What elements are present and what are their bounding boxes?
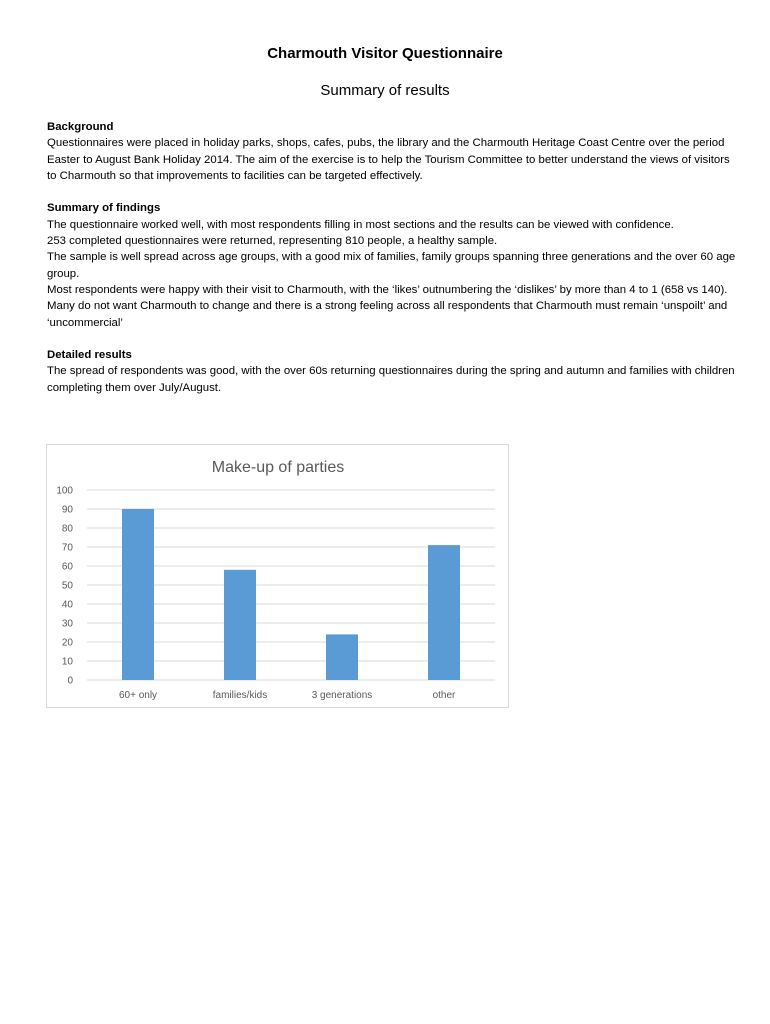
paragraph: The spread of respondents was good, with the over 60s returning questionnaires during the spring and autumn and families with children completing them over July/August. [47, 365, 735, 394]
paragraph: The questionnaire worked well, with most respondents filling in most sections and the results can be viewed with confidence. [47, 218, 674, 231]
paragraph: 253 completed questionnaires were returned, representing 810 people, a healthy sample. [47, 235, 498, 248]
x-tick-label: other [432, 690, 456, 701]
paragraph: Most respondents were happy with their visit to Charmouth, with the ‘likes’ outnumbering the ‘dislikes’ by more than 4 to 1 (658 vs 140). Many do not want Charmouth to change and there is a strong feeling across all respondents that Charmouth must remain ‘unspoilt’ and ‘uncommercial’ [47, 283, 728, 329]
y-tick-label: 30 [61, 618, 73, 630]
chart-container [46, 444, 509, 708]
document-title: Charmouth Visitor Questionnaire [267, 45, 503, 62]
paragraph: The sample is well spread across age groups, with a good mix of families, family groups spanning three generations and the over 60 age group. [47, 251, 736, 280]
x-tick-label: 60+ only [118, 690, 158, 701]
section-heading: Summary of findings [47, 202, 161, 215]
bar [122, 509, 154, 680]
bar [428, 545, 460, 680]
section-heading: Background [47, 121, 114, 133]
x-tick-label: 3 generations [311, 690, 373, 701]
section-background [47, 119, 737, 184]
y-tick-label: 80 [61, 523, 73, 535]
paragraph: Questionnaires were placed in holiday parks, shops, cafes, pubs, the library and the Charmouth Heritage Coast Centre over the period Easter to August Bank Holiday 2014. The aim of the exercise is to help the Tourism Committee to better understand the views of visitors to Charmouth so that improvements to facilities can be targeted effectively. [47, 137, 730, 182]
document-body [47, 119, 737, 412]
y-tick-label: 60 [61, 561, 73, 573]
bar-chart [47, 445, 508, 707]
section-heading: Detailed results [47, 349, 132, 362]
document-subtitle: Summary of results [320, 82, 450, 99]
chart-title: Make-up of parties [211, 459, 345, 476]
y-tick-label: 70 [61, 542, 73, 554]
y-tick-label: 40 [61, 599, 73, 611]
y-tick-label: 100 [56, 485, 73, 497]
section-detailed-results [47, 347, 737, 396]
bar [224, 570, 256, 680]
x-tick-label: families/kids [212, 690, 268, 701]
section-summary-of-findings [47, 200, 737, 330]
bar [326, 634, 358, 680]
y-tick-label: 20 [61, 637, 73, 649]
y-tick-label: 90 [61, 504, 73, 516]
y-tick-label: 0 [67, 675, 73, 687]
y-tick-label: 50 [61, 580, 73, 592]
y-tick-label: 10 [61, 656, 73, 668]
